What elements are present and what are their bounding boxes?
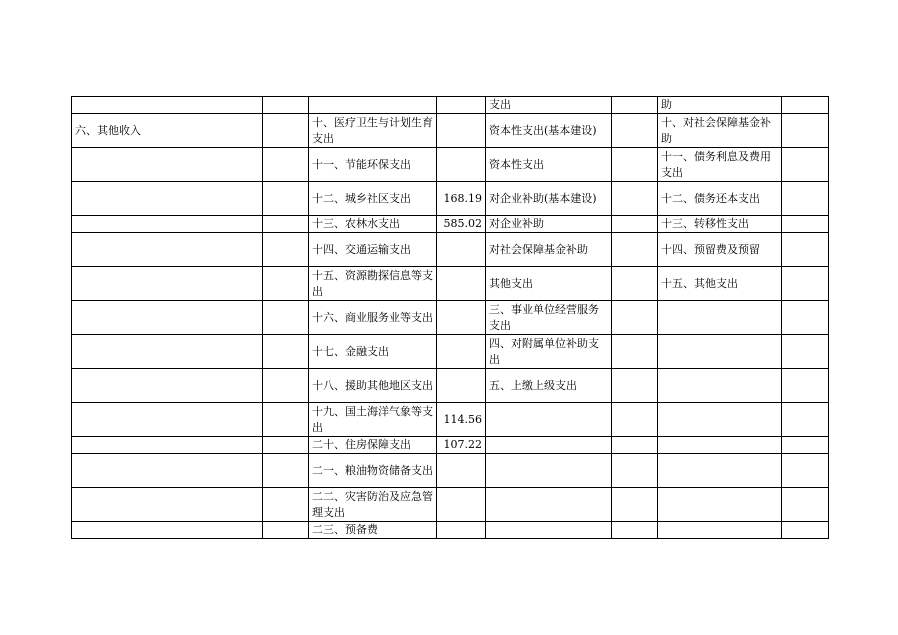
table-cell — [72, 148, 263, 182]
table-cell — [612, 97, 658, 114]
table-cell — [72, 97, 263, 114]
table-cell — [612, 114, 658, 148]
table-row — [72, 522, 829, 539]
table-cell — [263, 454, 309, 488]
table-cell: 114.56 — [437, 403, 486, 437]
table-cell — [658, 522, 782, 539]
table-cell — [263, 148, 309, 182]
table-cell — [658, 488, 782, 522]
table-cell: 107.22 — [437, 437, 486, 454]
table-cell — [72, 216, 263, 233]
table-cell: 二一、粮油物资储备支出 — [309, 454, 437, 488]
table-cell — [263, 301, 309, 335]
table-cell — [309, 97, 437, 114]
table-row — [72, 148, 829, 182]
table-cell: 十三、农林水支出 — [309, 216, 437, 233]
table-cell — [263, 267, 309, 301]
table-cell: 其他支出 — [486, 267, 612, 301]
table-cell — [782, 522, 829, 539]
table-cell: 二十、住房保障支出 — [309, 437, 437, 454]
table-cell: 十、医疗卫生与计划生育支出 — [309, 114, 437, 148]
table-cell — [612, 335, 658, 369]
table-cell — [263, 182, 309, 216]
table-cell — [486, 454, 612, 488]
table-cell — [437, 369, 486, 403]
table-cell — [263, 488, 309, 522]
table-cell: 十二、债务还本支出 — [658, 182, 782, 216]
table-cell — [658, 454, 782, 488]
table-cell — [782, 454, 829, 488]
table-cell — [782, 216, 829, 233]
table-cell — [263, 522, 309, 539]
table-cell — [72, 403, 263, 437]
table-row — [72, 267, 829, 301]
table-cell — [486, 488, 612, 522]
table-cell — [612, 267, 658, 301]
table-row — [72, 97, 829, 114]
table-cell — [437, 97, 486, 114]
table-cell: 六、其他收入 — [72, 114, 263, 148]
table-cell — [782, 267, 829, 301]
table-cell — [72, 301, 263, 335]
table-cell — [72, 182, 263, 216]
table-cell: 二三、预备费 — [309, 522, 437, 539]
table-cell: 十七、金融支出 — [309, 335, 437, 369]
table-cell — [782, 97, 829, 114]
table-cell — [782, 335, 829, 369]
table-cell — [263, 233, 309, 267]
table-cell — [782, 301, 829, 335]
table-cell — [263, 335, 309, 369]
table-cell: 对企业补助 — [486, 216, 612, 233]
table-cell — [263, 369, 309, 403]
table-cell — [612, 182, 658, 216]
table-cell: 十一、节能环保支出 — [309, 148, 437, 182]
table-cell — [263, 216, 309, 233]
table-cell: 三、事业单位经营服务支出 — [486, 301, 612, 335]
table-row — [72, 403, 829, 437]
table-cell: 十二、城乡社区支出 — [309, 182, 437, 216]
table-cell: 十、对社会保障基金补助 — [658, 114, 782, 148]
table-row — [72, 335, 829, 369]
table-cell — [72, 488, 263, 522]
table-row — [72, 301, 829, 335]
table-cell — [782, 182, 829, 216]
table-cell — [263, 97, 309, 114]
table-cell — [72, 267, 263, 301]
table-cell: 十五、资源勘探信息等支出 — [309, 267, 437, 301]
table-cell — [437, 488, 486, 522]
table-cell — [437, 522, 486, 539]
table-cell — [612, 454, 658, 488]
table-cell — [263, 437, 309, 454]
table-cell — [658, 437, 782, 454]
table-cell — [437, 267, 486, 301]
table-cell — [612, 233, 658, 267]
table-row — [72, 488, 829, 522]
table-cell — [263, 403, 309, 437]
table-cell — [782, 437, 829, 454]
table-cell — [612, 369, 658, 403]
table-cell — [72, 454, 263, 488]
table-cell — [782, 148, 829, 182]
table-cell — [72, 369, 263, 403]
table-cell: 十六、商业服务业等支出 — [309, 301, 437, 335]
table-cell — [658, 335, 782, 369]
table-cell — [782, 233, 829, 267]
table-cell — [612, 522, 658, 539]
table-row — [72, 437, 829, 454]
table-cell — [782, 488, 829, 522]
table-cell — [612, 301, 658, 335]
table-cell — [263, 114, 309, 148]
table-cell: 对企业补助(基本建设) — [486, 182, 612, 216]
table-cell: 十五、其他支出 — [658, 267, 782, 301]
table-cell — [72, 437, 263, 454]
table-cell — [437, 148, 486, 182]
table-body — [72, 97, 829, 539]
table-row — [72, 233, 829, 267]
table-cell — [782, 114, 829, 148]
table-cell: 助 — [658, 97, 782, 114]
table-cell: 十四、预留费及预留 — [658, 233, 782, 267]
table-cell — [486, 437, 612, 454]
table-cell: 五、上缴上级支出 — [486, 369, 612, 403]
table-cell: 十四、交通运输支出 — [309, 233, 437, 267]
table-cell — [612, 148, 658, 182]
table-cell: 支出 — [486, 97, 612, 114]
table-cell — [437, 454, 486, 488]
table-cell: 四、对附属单位补助支出 — [486, 335, 612, 369]
table-row — [72, 182, 829, 216]
table-cell: 对社会保障基金补助 — [486, 233, 612, 267]
table-cell — [612, 437, 658, 454]
table-cell: 十九、国土海洋气象等支出 — [309, 403, 437, 437]
table-cell — [72, 522, 263, 539]
table-cell: 二二、灾害防治及应急管理支出 — [309, 488, 437, 522]
table-cell — [658, 369, 782, 403]
table-cell: 资本性支出(基本建设) — [486, 114, 612, 148]
table-cell — [72, 233, 263, 267]
table-cell — [612, 488, 658, 522]
table-cell — [486, 403, 612, 437]
table-cell — [612, 216, 658, 233]
budget-table — [71, 96, 829, 539]
table-cell: 十八、援助其他地区支出 — [309, 369, 437, 403]
table-cell — [782, 369, 829, 403]
table-cell — [782, 403, 829, 437]
table-cell: 168.19 — [437, 182, 486, 216]
table-cell — [486, 522, 612, 539]
table-cell — [437, 114, 486, 148]
table-row — [72, 216, 829, 233]
table-row — [72, 369, 829, 403]
table-row — [72, 114, 829, 148]
table-cell — [612, 403, 658, 437]
table-cell: 资本性支出 — [486, 148, 612, 182]
table-cell: 十三、转移性支出 — [658, 216, 782, 233]
table-cell — [437, 301, 486, 335]
table-cell — [72, 335, 263, 369]
table-row — [72, 454, 829, 488]
table-cell: 585.02 — [437, 216, 486, 233]
table-cell — [658, 403, 782, 437]
table-cell: 十一、债务利息及费用支出 — [658, 148, 782, 182]
table-cell — [658, 301, 782, 335]
table-cell — [437, 233, 486, 267]
table-cell — [437, 335, 486, 369]
